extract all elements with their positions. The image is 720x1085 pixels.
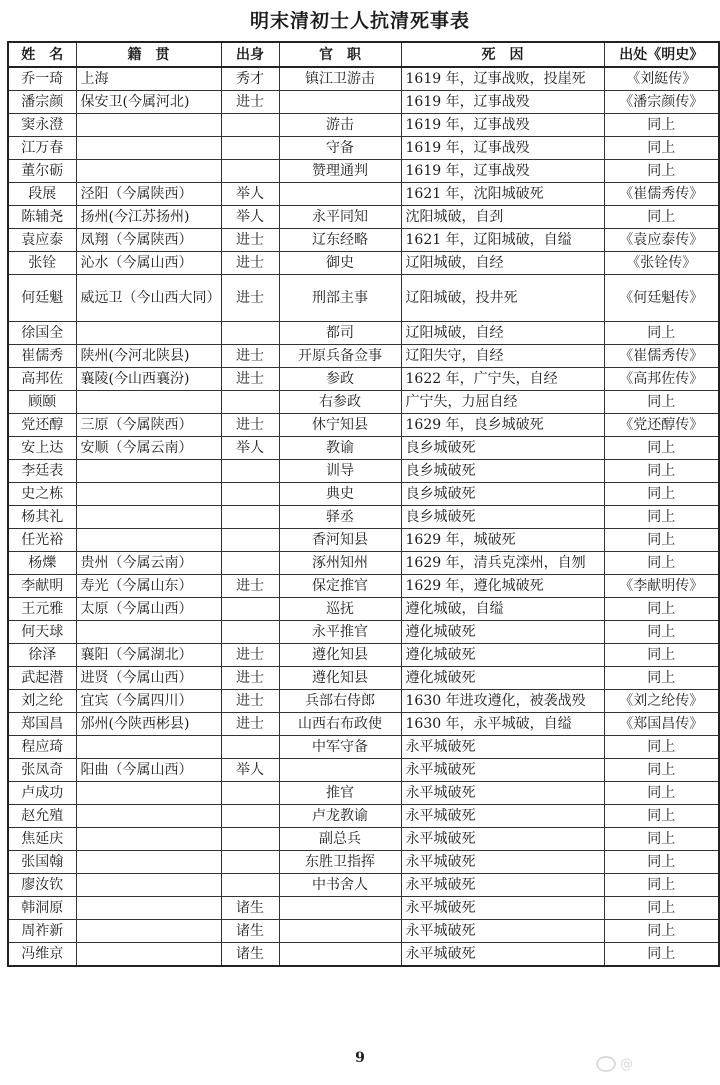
cell-cause: 永平城破死 [401, 759, 604, 782]
cell-origin [76, 483, 221, 506]
cell-cause: 1629 年，遵化城破死 [401, 575, 604, 598]
cell-office: 开原兵备佥事 [279, 345, 401, 368]
cell-name: 陈辅尧 [8, 206, 76, 229]
cell-cause: 1630 年，永平城破，自缢 [401, 713, 604, 736]
cell-status: 进士 [221, 667, 279, 690]
table-row [8, 644, 719, 667]
cell-office: 游击 [279, 114, 401, 137]
cell-office: 涿州知州 [279, 552, 401, 575]
cell-source: 同上 [604, 160, 719, 183]
cell-cause: 良乡城破死 [401, 437, 604, 460]
cell-status: 举人 [221, 183, 279, 206]
cell-status [221, 874, 279, 897]
cell-status: 进士 [221, 252, 279, 275]
cell-origin: 上海 [76, 67, 221, 91]
cell-source: 同上 [604, 137, 719, 160]
cell-office: 中书舍人 [279, 874, 401, 897]
cell-status [221, 552, 279, 575]
cell-source: 《袁应泰传》 [604, 229, 719, 252]
cell-source: 同上 [604, 506, 719, 529]
table-row [8, 252, 719, 275]
header-origin: 籍 贯 [76, 42, 221, 67]
table-row [8, 759, 719, 782]
cell-source: 同上 [604, 483, 719, 506]
cell-name: 张凤奇 [8, 759, 76, 782]
cell-name: 韩洞原 [8, 897, 76, 920]
cell-name: 张铨 [8, 252, 76, 275]
cell-cause: 永平城破死 [401, 920, 604, 943]
cell-name: 徐国全 [8, 322, 76, 345]
table-row [8, 391, 719, 414]
cell-office [279, 759, 401, 782]
cell-source: 《党还醇传》 [604, 414, 719, 437]
cell-origin: 沁水（今属山西） [76, 252, 221, 275]
cell-name: 董尔砺 [8, 160, 76, 183]
cell-origin: 太原（今属山西） [76, 598, 221, 621]
cell-source: 同上 [604, 782, 719, 805]
cell-office [279, 920, 401, 943]
cell-origin: 扬州(今江苏扬州) [76, 206, 221, 229]
cell-cause: 遵化城破，自缢 [401, 598, 604, 621]
cell-name: 崔儒秀 [8, 345, 76, 368]
cell-office [279, 183, 401, 206]
cell-office: 教谕 [279, 437, 401, 460]
cell-origin: 陕州(今河北陕县) [76, 345, 221, 368]
cell-status: 进士 [221, 368, 279, 391]
table-row [8, 345, 719, 368]
cell-status: 进士 [221, 345, 279, 368]
cell-origin [76, 137, 221, 160]
cell-name: 张国翰 [8, 851, 76, 874]
cell-origin [76, 160, 221, 183]
cell-office: 刑部主事 [279, 275, 401, 322]
cell-name: 冯维京 [8, 943, 76, 967]
cell-name: 王元雅 [8, 598, 76, 621]
cell-name: 程应琦 [8, 736, 76, 759]
cell-origin [76, 943, 221, 967]
cell-origin: 贵州（今属云南） [76, 552, 221, 575]
header-office: 官 职 [279, 42, 401, 67]
cell-status [221, 598, 279, 621]
cell-cause: 遵化城破死 [401, 644, 604, 667]
cell-office: 遵化知县 [279, 644, 401, 667]
cell-source: 同上 [604, 920, 719, 943]
cell-office: 参政 [279, 368, 401, 391]
cell-office: 保定推官 [279, 575, 401, 598]
cell-source: 《张铨传》 [604, 252, 719, 275]
cell-office: 兵部右侍郎 [279, 690, 401, 713]
table-row [8, 114, 719, 137]
table-row [8, 160, 719, 183]
watermark [596, 1052, 714, 1076]
cell-origin [76, 322, 221, 345]
cell-cause: 遵化城破死 [401, 667, 604, 690]
cell-status [221, 460, 279, 483]
cell-office: 典史 [279, 483, 401, 506]
cell-origin [76, 920, 221, 943]
cell-status: 进士 [221, 229, 279, 252]
cell-name: 杨爍 [8, 552, 76, 575]
cell-cause: 1629 年，良乡城破死 [401, 414, 604, 437]
table-row [8, 460, 719, 483]
table-row [8, 874, 719, 897]
cell-office: 卢龙教谕 [279, 805, 401, 828]
cell-source: 同上 [604, 529, 719, 552]
cell-office: 中军守备 [279, 736, 401, 759]
cell-origin [76, 506, 221, 529]
cell-name: 焦延庆 [8, 828, 76, 851]
cell-cause: 辽阳城破，投井死 [401, 275, 604, 322]
cell-origin [76, 460, 221, 483]
cell-source: 同上 [604, 897, 719, 920]
cell-source: 同上 [604, 943, 719, 967]
cell-status [221, 805, 279, 828]
cell-status: 进士 [221, 713, 279, 736]
cell-origin [76, 391, 221, 414]
cell-source: 《刘綎传》 [604, 67, 719, 91]
cell-status [221, 828, 279, 851]
cell-cause: 1619 年，辽事战殁 [401, 91, 604, 114]
cell-name: 李献明 [8, 575, 76, 598]
cell-cause: 遵化城破死 [401, 621, 604, 644]
cell-office: 守备 [279, 137, 401, 160]
cell-name: 袁应泰 [8, 229, 76, 252]
cell-source: 同上 [604, 552, 719, 575]
table-row [8, 91, 719, 114]
cell-source: 同上 [604, 759, 719, 782]
cell-cause: 广宁失，力屈自经 [401, 391, 604, 414]
cell-status: 进士 [221, 690, 279, 713]
cell-origin [76, 782, 221, 805]
cell-name: 李廷表 [8, 460, 76, 483]
table-row [8, 920, 719, 943]
cell-source: 《刘之纶传》 [604, 690, 719, 713]
cell-source: 《李献明传》 [604, 575, 719, 598]
cell-source: 同上 [604, 667, 719, 690]
cell-cause: 永平城破死 [401, 874, 604, 897]
cell-status: 举人 [221, 759, 279, 782]
cell-cause: 永平城破死 [401, 828, 604, 851]
cell-office: 东胜卫指挥 [279, 851, 401, 874]
cell-cause: 良乡城破死 [401, 506, 604, 529]
table-row [8, 322, 719, 345]
cell-origin: 寿光（今属山东） [76, 575, 221, 598]
cell-status [221, 483, 279, 506]
cell-office: 永平同知 [279, 206, 401, 229]
table-row [8, 713, 719, 736]
table-row [8, 598, 719, 621]
cell-name: 杨其礼 [8, 506, 76, 529]
cell-status: 进士 [221, 414, 279, 437]
cell-source: 《何廷魁传》 [604, 275, 719, 322]
cell-office: 遵化知县 [279, 667, 401, 690]
table-row [8, 483, 719, 506]
table-row [8, 229, 719, 252]
cell-office: 巡抚 [279, 598, 401, 621]
cell-cause: 1629 年，城破死 [401, 529, 604, 552]
cell-source: 《郑国昌传》 [604, 713, 719, 736]
cell-office: 辽东经略 [279, 229, 401, 252]
table-row [8, 575, 719, 598]
cell-name: 赵允殖 [8, 805, 76, 828]
cell-origin: 三原（今属陕西） [76, 414, 221, 437]
cell-origin: 阳曲（今属山西） [76, 759, 221, 782]
header-source: 出处《明史》 [604, 42, 719, 67]
table-row [8, 206, 719, 229]
cell-name: 段展 [8, 183, 76, 206]
cell-status: 举人 [221, 206, 279, 229]
cell-office: 永平推官 [279, 621, 401, 644]
cell-status [221, 160, 279, 183]
cell-status: 进士 [221, 644, 279, 667]
table-row [8, 437, 719, 460]
cell-name: 廖汝钦 [8, 874, 76, 897]
cell-name: 史之栋 [8, 483, 76, 506]
cell-status [221, 391, 279, 414]
cell-source: 同上 [604, 114, 719, 137]
cell-office: 副总兵 [279, 828, 401, 851]
cell-source: 同上 [604, 644, 719, 667]
cell-cause: 1619 年，辽事战殁 [401, 114, 604, 137]
cell-office: 御史 [279, 252, 401, 275]
cell-name: 何廷魁 [8, 275, 76, 322]
cell-cause: 辽阳城破，自经 [401, 252, 604, 275]
cell-cause: 良乡城破死 [401, 483, 604, 506]
header-cause: 死 因 [401, 42, 604, 67]
cell-cause: 良乡城破死 [401, 460, 604, 483]
table-row [8, 690, 719, 713]
cell-name: 卢成功 [8, 782, 76, 805]
cell-source: 同上 [604, 460, 719, 483]
cell-source: 《崔儒秀传》 [604, 345, 719, 368]
cell-status: 举人 [221, 437, 279, 460]
cell-status: 进士 [221, 91, 279, 114]
cell-cause: 1619 年，辽事战殁 [401, 160, 604, 183]
cell-name: 窦永澄 [8, 114, 76, 137]
cell-status: 诸生 [221, 897, 279, 920]
cell-source: 同上 [604, 805, 719, 828]
cell-status: 秀才 [221, 67, 279, 91]
cell-origin [76, 621, 221, 644]
table-row [8, 736, 719, 759]
cell-office: 推官 [279, 782, 401, 805]
cell-source: 同上 [604, 621, 719, 644]
cell-status [221, 114, 279, 137]
table-body [8, 67, 719, 966]
cell-status [221, 782, 279, 805]
cell-cause: 辽阳城破，自经 [401, 322, 604, 345]
cell-status [221, 137, 279, 160]
cell-cause: 沈阳城破，自刭 [401, 206, 604, 229]
cell-office: 休宁知县 [279, 414, 401, 437]
cell-name: 高邦佐 [8, 368, 76, 391]
cell-source: 同上 [604, 736, 719, 759]
cell-source: 《潘宗颜传》 [604, 91, 719, 114]
cell-name: 武起潜 [8, 667, 76, 690]
cell-cause: 1630 年进攻遵化，被袭战殁 [401, 690, 604, 713]
cell-name: 任光裕 [8, 529, 76, 552]
cell-status [221, 529, 279, 552]
header-name: 姓 名 [8, 42, 76, 67]
table-row [8, 782, 719, 805]
cell-origin [76, 897, 221, 920]
table-title: 明末清初士人抗清死事表 [249, 10, 470, 32]
cell-cause: 辽阳失守，自经 [401, 345, 604, 368]
cell-origin [76, 529, 221, 552]
table-row [8, 137, 719, 160]
cell-source: 《崔儒秀传》 [604, 183, 719, 206]
cell-name: 党还醇 [8, 414, 76, 437]
table-row [8, 183, 719, 206]
cell-office: 都司 [279, 322, 401, 345]
cell-cause: 1619 年，辽事战败，投崖死 [401, 67, 604, 91]
cell-office: 训导 [279, 460, 401, 483]
cell-origin: 宜宾（今属四川） [76, 690, 221, 713]
cell-cause: 永平城破死 [401, 736, 604, 759]
cell-office: 赞理通判 [279, 160, 401, 183]
cell-office: 山西右布政使 [279, 713, 401, 736]
cell-origin: 威远卫（今山西大同） [76, 275, 221, 322]
cell-cause: 1629 年，清兵克滦州，自刎 [401, 552, 604, 575]
table-row [8, 805, 719, 828]
cell-cause: 1621 年，沈阳城破死 [401, 183, 604, 206]
cell-origin [76, 114, 221, 137]
table-row [8, 897, 719, 920]
cell-status: 诸生 [221, 920, 279, 943]
cell-source: 同上 [604, 437, 719, 460]
weibo-logo-icon [596, 1056, 616, 1072]
cell-name: 何天球 [8, 621, 76, 644]
cell-office: 驿丞 [279, 506, 401, 529]
cell-origin [76, 874, 221, 897]
cell-origin: 襄阳（今属湖北） [76, 644, 221, 667]
table-row [8, 828, 719, 851]
table-row [8, 943, 719, 967]
cell-office: 右参政 [279, 391, 401, 414]
table-row [8, 621, 719, 644]
cell-status [221, 621, 279, 644]
cell-origin: 邠州(今陕西彬县) [76, 713, 221, 736]
cell-cause: 1622 年，广宁失，自经 [401, 368, 604, 391]
cell-cause: 1619 年，辽事战殁 [401, 137, 604, 160]
cell-cause: 永平城破死 [401, 943, 604, 967]
cell-origin: 进贤（今属山西） [76, 667, 221, 690]
cell-status [221, 851, 279, 874]
cell-status [221, 506, 279, 529]
cell-name: 徐泽 [8, 644, 76, 667]
cell-name: 江万春 [8, 137, 76, 160]
table-row [8, 552, 719, 575]
cell-source: 同上 [604, 322, 719, 345]
cell-cause: 永平城破死 [401, 782, 604, 805]
cell-name: 刘之纶 [8, 690, 76, 713]
cell-name: 顾颐 [8, 391, 76, 414]
cell-origin: 凤翔（今属陕西） [76, 229, 221, 252]
cell-origin [76, 851, 221, 874]
cell-office [279, 91, 401, 114]
cell-status: 诸生 [221, 943, 279, 967]
cell-name: 安上达 [8, 437, 76, 460]
cell-status: 进士 [221, 275, 279, 322]
table-row [8, 667, 719, 690]
table-row [8, 506, 719, 529]
cell-office: 镇江卫游击 [279, 67, 401, 91]
cell-origin: 保安卫(今属河北) [76, 91, 221, 114]
page-number: 9 [355, 1050, 365, 1066]
cell-cause: 永平城破死 [401, 897, 604, 920]
header-status: 出身 [221, 42, 279, 67]
cell-cause: 永平城破死 [401, 805, 604, 828]
cell-status [221, 322, 279, 345]
cell-name: 周祚新 [8, 920, 76, 943]
martyrs-table [7, 41, 720, 967]
cell-source: 同上 [604, 391, 719, 414]
table-row [8, 851, 719, 874]
cell-source: 同上 [604, 874, 719, 897]
cell-office [279, 897, 401, 920]
table-header-row [8, 42, 719, 67]
table-row [8, 529, 719, 552]
cell-origin [76, 828, 221, 851]
cell-cause: 1621 年，辽阳城破，自缢 [401, 229, 604, 252]
cell-source: 同上 [604, 206, 719, 229]
cell-status: 进士 [221, 575, 279, 598]
cell-status [221, 736, 279, 759]
cell-origin: 襄陵(今山西襄汾) [76, 368, 221, 391]
table-row [8, 67, 719, 91]
cell-name: 潘宗颜 [8, 91, 76, 114]
cell-name: 郑国昌 [8, 713, 76, 736]
cell-source: 同上 [604, 828, 719, 851]
cell-source: 同上 [604, 598, 719, 621]
cell-name: 乔一琦 [8, 67, 76, 91]
cell-source: 同上 [604, 851, 719, 874]
cell-office: 香河知县 [279, 529, 401, 552]
cell-origin: 泾阳（今属陕西） [76, 183, 221, 206]
cell-origin [76, 736, 221, 759]
table-row [8, 414, 719, 437]
watermark-text: @ [620, 1056, 633, 1072]
table-row [8, 275, 719, 322]
cell-origin [76, 805, 221, 828]
cell-office [279, 943, 401, 967]
table-row [8, 368, 719, 391]
cell-origin: 安顺（今属云南） [76, 437, 221, 460]
cell-source: 《高邦佐传》 [604, 368, 719, 391]
cell-cause: 永平城破死 [401, 851, 604, 874]
